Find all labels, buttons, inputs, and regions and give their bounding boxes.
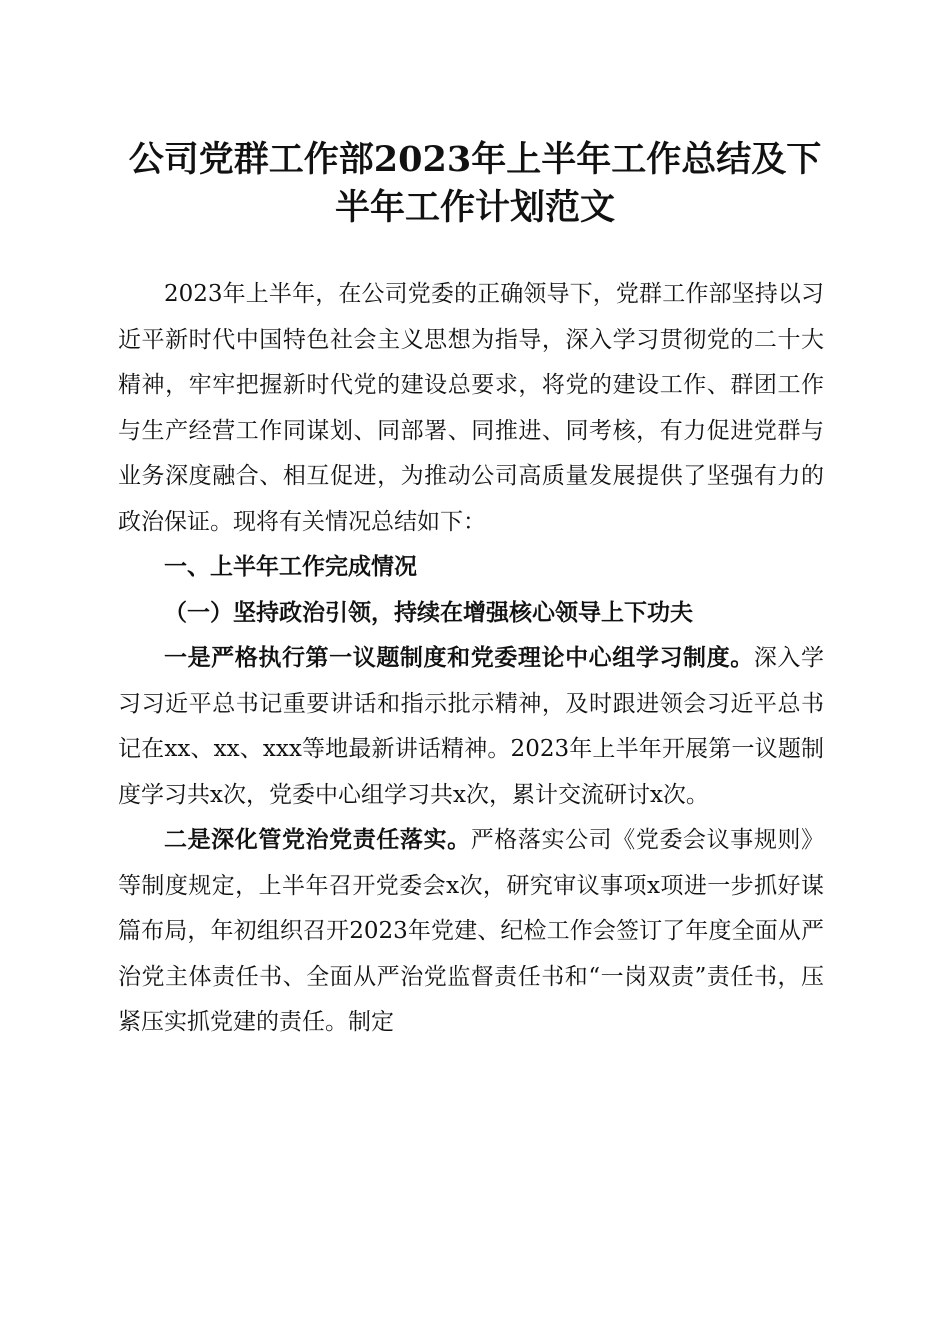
subsection-heading-1: （一）坚持政治引领，持续在增强核心领导上下功夫 [164, 599, 693, 626]
intro-paragraph: 2023年上半年，在公司党委的正确领导下，党群工作部坚持以习近平新时代中国特色社会主义思想为指导，深入学习贯彻党的二十大精神，牢牢把握新时代党的建设总要求，将党的建设工作、群团工作与生产经营工作同谋划、同部署、同推进、同考核，有力促进党群与业务深度融合、相互促进，为推动公司高质量发展提供了坚强有力的政治保证。现将有关情况总结如下： [118, 281, 824, 535]
title-line-2: 半年工作计划范文 [334, 187, 615, 228]
paragraph-2 [118, 818, 824, 1046]
document-title [120, 136, 830, 232]
title-line-1: 公司党群工作部2023年上半年工作总结及下 [128, 139, 822, 180]
paragraph-1-body: 深入学习习近平总书记重要讲话和指示批示精神，及时跟进领会习近平总书记在xx、xx、xxx等地最新讲话精神。2023年上半年开展第一议题制度学习共x次，党委中心组学习共x次，累计交流研讨x次。 [118, 645, 825, 808]
document-body [118, 272, 824, 1046]
paragraph-2-lead: 二是深化管党治党责任落实。 [164, 827, 471, 853]
paragraph-1-lead: 一是严格执行第一议题制度和党委理论中心组学习制度。 [164, 645, 754, 671]
paragraph-2-body: 严格落实公司《党委会议事规则》等制度规定，上半年召开党委会x次，研究审议事项x项进一步抓好谋篇布局，年初组织召开2023年党建、纪检工作会签订了年度全面从严治党主体责任书、全面从严治党监督责任书和“一岗双责”责任书，压紧压实抓党建的责任。制定 [118, 827, 825, 1035]
section-heading-1: 一、上半年工作完成情况 [164, 554, 417, 580]
paragraph-1 [118, 636, 824, 818]
